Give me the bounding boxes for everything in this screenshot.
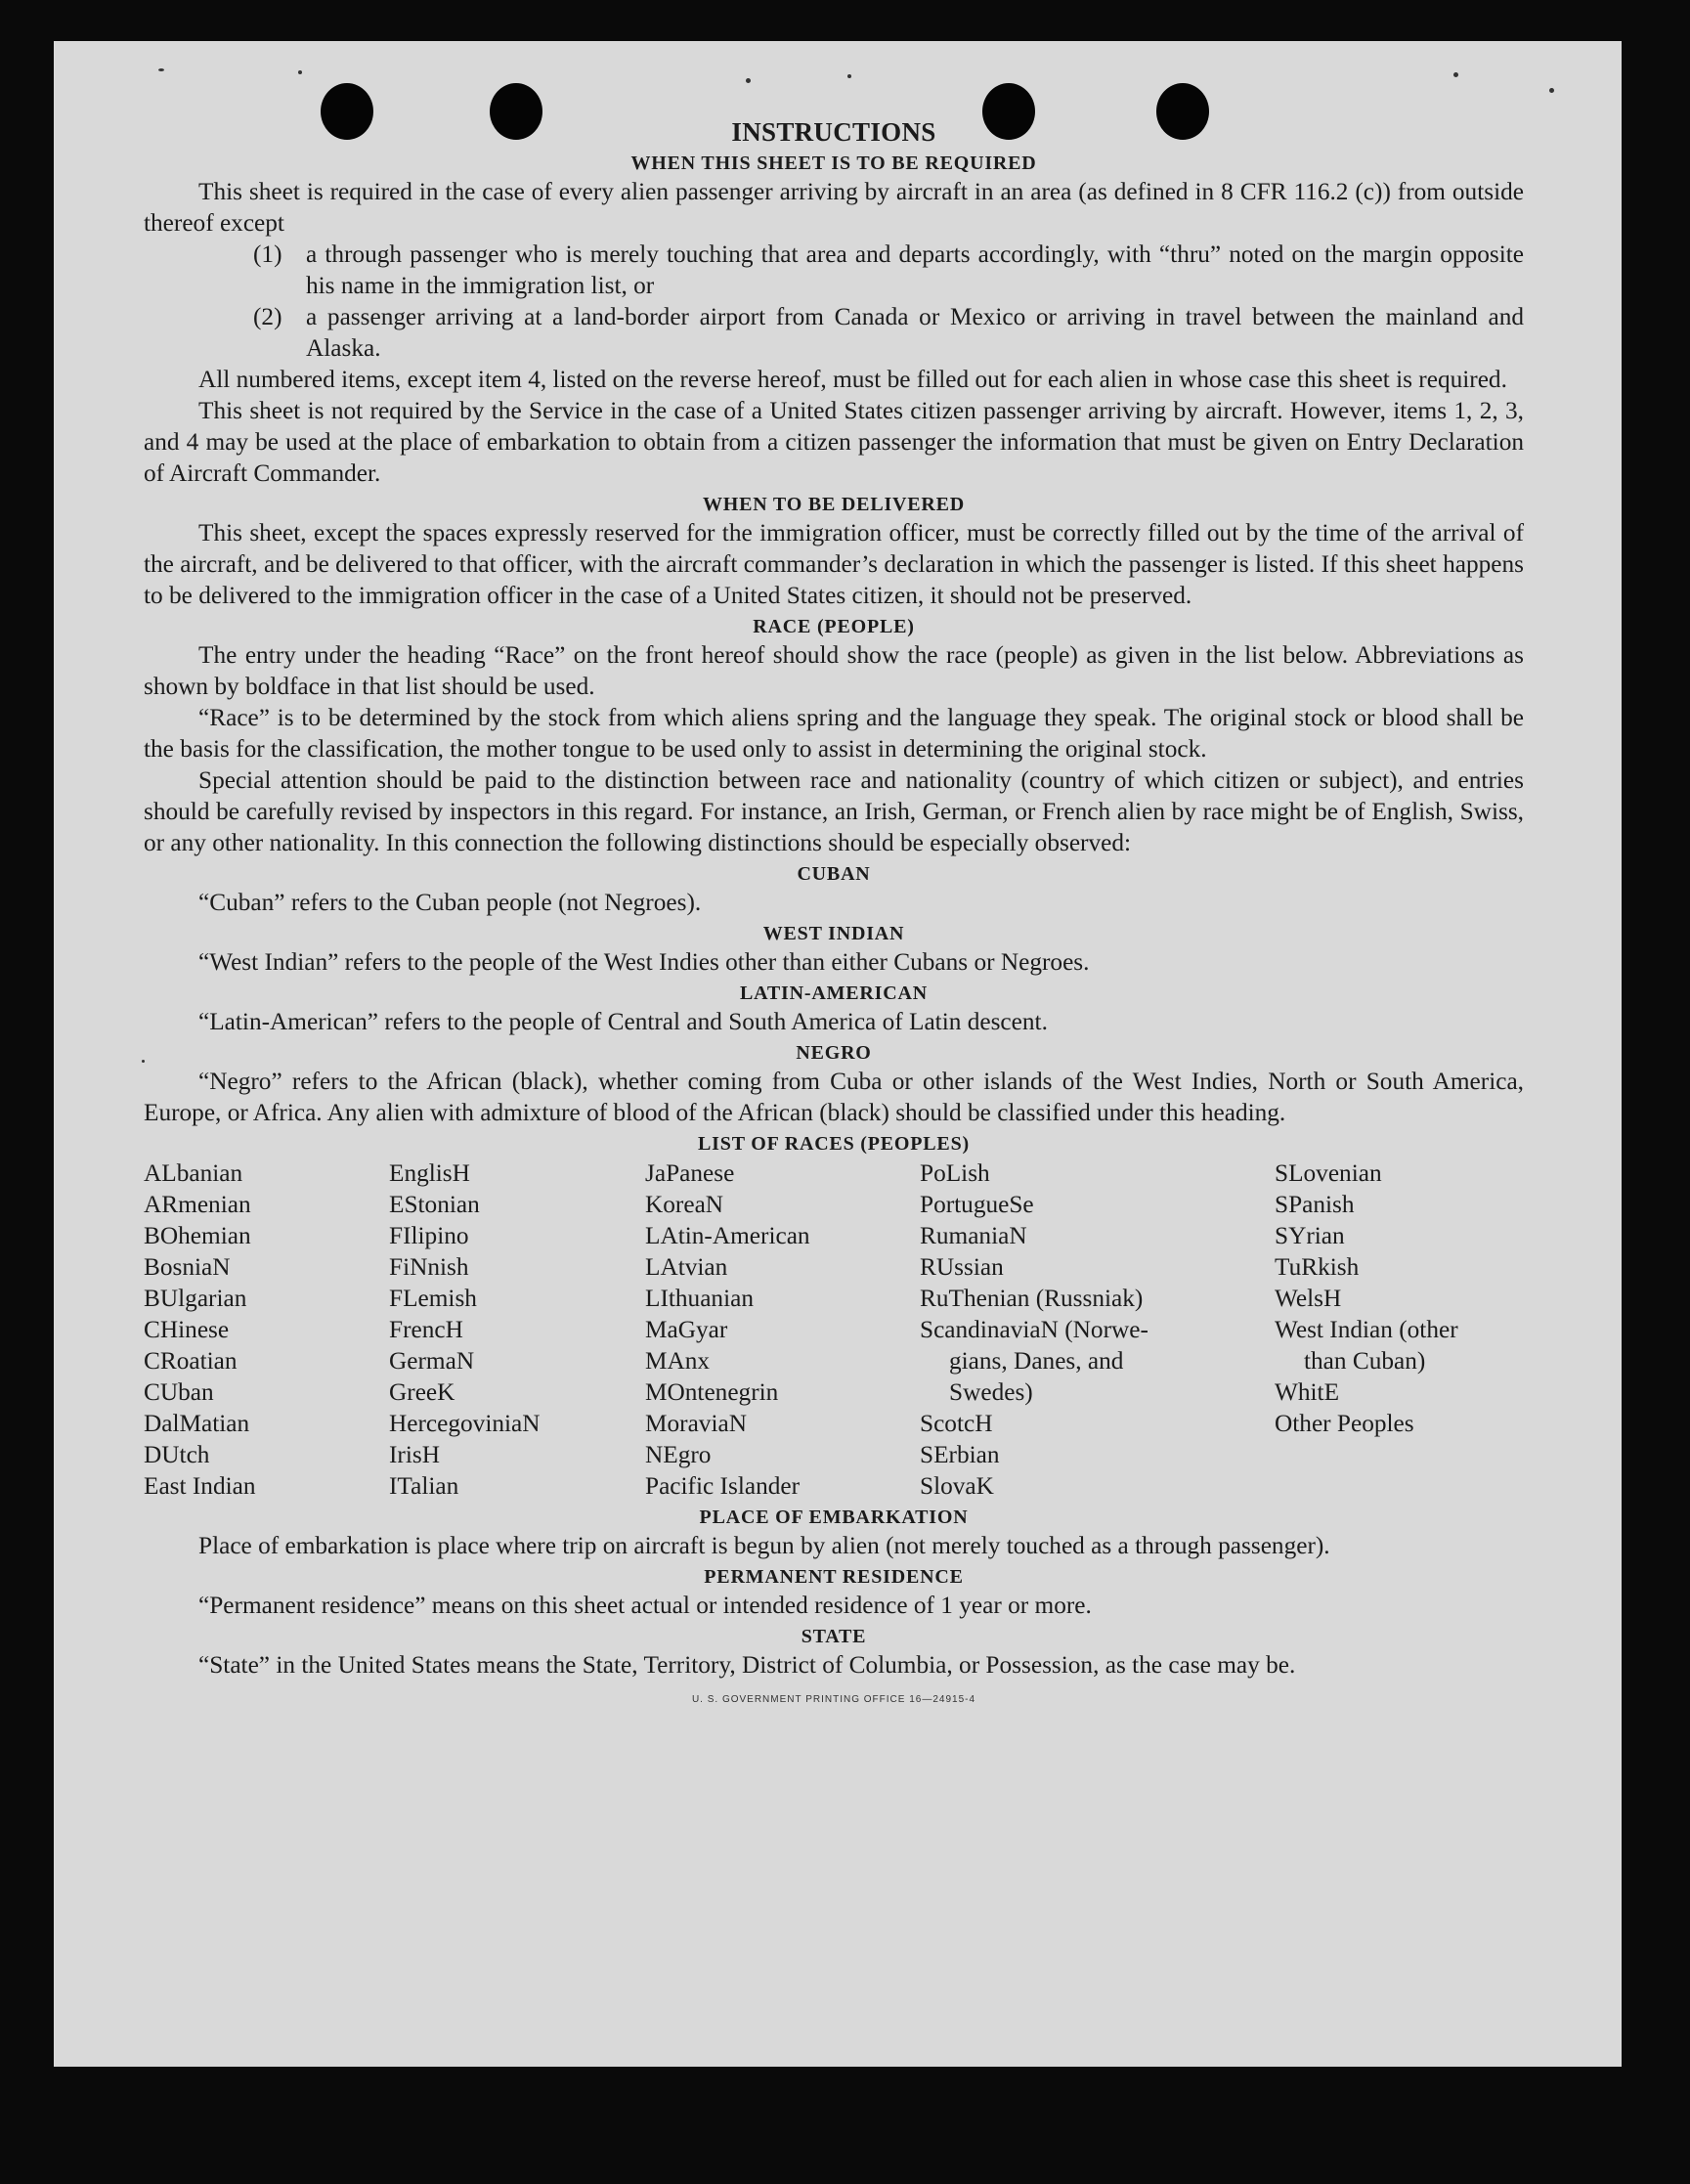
race-entry: SlovaK — [920, 1472, 994, 1500]
race-entry: RuThenian (Russniak) — [920, 1285, 1144, 1312]
race-entry: CHinese — [144, 1316, 230, 1343]
paragraph: This sheet is required in the case of every alien passenger arriving by aircraft in an area (as defined in 8 CFR 116.2 (c)) from outside thereof except — [144, 178, 1524, 237]
race-entry: FIlipino — [389, 1222, 469, 1249]
race-entry: Swedes) — [949, 1378, 1033, 1406]
race-entry: ScotcH — [920, 1410, 993, 1437]
paragraph: “Race” is to be determined by the stock from which aliens spring and the language they speak. The original stock or blood shall be the basis for the classification, the mother tongue to be used only to assist in determining the original stock. — [144, 704, 1524, 763]
race-entry: East Indian — [144, 1472, 256, 1500]
section-heading-latin-american: LATIN-AMERICAN — [740, 983, 928, 1004]
speck — [158, 68, 164, 71]
paragraph: “West Indian” refers to the people of the West Indies other than either Cubans or Negroes. — [198, 948, 1090, 976]
paragraph: The entry under the heading “Race” on the front hereof should show the race (people) as given in the list below. Abbreviations as shown by boldface in that list should be used. — [144, 641, 1524, 700]
race-entry: LAtin-American — [645, 1222, 810, 1249]
list-item — [253, 301, 1524, 364]
race-entry: FiNnish — [389, 1253, 469, 1281]
race-column — [144, 1158, 389, 1502]
race-entry: GreeK — [389, 1378, 455, 1406]
race-column — [1275, 1158, 1524, 1502]
section-heading-when-required: WHEN THIS SHEET IS TO BE REQUIRED — [630, 153, 1037, 174]
race-entry: Other Peoples — [1275, 1410, 1414, 1437]
speck — [746, 78, 751, 83]
paragraph: This sheet, except the spaces expressly reserved for the immigration officer, must be correctly filled out by the time of the arrival of the aircraft, and be delivered to that officer, with the aircraft commander’s declaration in which the passenger is listed. If this sheet happens to be delivered to the immigration officer in the case of a United States citizen, it should not be preserved. — [144, 519, 1524, 609]
race-entry: LAtvian — [645, 1253, 728, 1281]
paragraph: “State” in the United States means the State, Territory, District of Columbia, or Possession, as the case may be. — [198, 1651, 1296, 1679]
race-entry: PoLish — [920, 1159, 990, 1187]
race-entry: Pacific Islander — [645, 1472, 801, 1500]
race-entry: GermaN — [389, 1347, 475, 1375]
race-entry: NEgro — [645, 1441, 712, 1468]
race-entry: ALbanian — [144, 1159, 243, 1187]
speck — [298, 70, 302, 74]
paragraph: All numbered items, except item 4, listed on the reverse hereof, must be filled out for each alien in whose case this sheet is required. — [198, 366, 1507, 393]
section-heading-embarkation: PLACE OF EMBARKATION — [699, 1507, 969, 1528]
section-heading-cuban: CUBAN — [797, 863, 871, 885]
race-entry: MAnx — [645, 1347, 711, 1375]
race-entry: BUlgarian — [144, 1285, 247, 1312]
section-heading-list-of-races: LIST OF RACES (PEOPLES) — [698, 1133, 970, 1155]
race-entry: BOhemian — [144, 1222, 251, 1249]
race-column — [920, 1158, 1275, 1502]
document-page — [54, 41, 1622, 2067]
race-entry: WelsH — [1275, 1285, 1342, 1312]
race-entry: RUssian — [920, 1253, 1004, 1281]
race-entry: ITalian — [389, 1472, 459, 1500]
race-entry: RumaniaN — [920, 1222, 1027, 1249]
race-entry: HercegoviniaN — [389, 1410, 541, 1437]
race-entry: LIthuanian — [645, 1285, 754, 1312]
speck — [1453, 72, 1458, 77]
race-entry: MaGyar — [645, 1316, 728, 1343]
race-entry: CRoatian — [144, 1347, 238, 1375]
race-entry: CUban — [144, 1378, 214, 1406]
race-entry: than Cuban) — [1304, 1347, 1426, 1375]
section-heading-negro: NEGRO — [796, 1042, 872, 1064]
race-entry: DUtch — [144, 1441, 210, 1468]
section-heading-when-delivered: WHEN TO BE DELIVERED — [702, 494, 966, 515]
paragraph: Special attention should be paid to the distinction between race and nationality (country of which citizen or subject), and entries should be carefully revised by inspectors in this regard. For instance, an Irish, German, or French alien by race might be of English, Swiss, or any other nationality. In this connection the following distinctions should be especially observed: — [144, 766, 1524, 856]
paragraph: “Permanent residence” means on this sheet actual or intended residence of 1 year or more. — [198, 1592, 1092, 1619]
race-column — [645, 1158, 920, 1502]
paragraph: This sheet is not required by the Service in the case of a United States citizen passenger arriving by aircraft. However, items 1, 2, 3, and 4 may be used at the place of embarkation to obtain from a citizen passenger the information that must be given on Entry Declaration of Aircraft Commander. — [144, 397, 1524, 487]
race-entry: SPanish — [1275, 1191, 1355, 1218]
race-entry: MoraviaN — [645, 1410, 747, 1437]
paragraph: “Negro” refers to the African (black), whether coming from Cuba or other islands of the West Indies, North or South America, Europe, or Africa. Any alien with admixture of blood of the African (black) should be classified under this heading. — [144, 1068, 1524, 1126]
race-entry: IrisH — [389, 1441, 440, 1468]
race-entry: SYrian — [1275, 1222, 1345, 1249]
race-entry: WhitE — [1275, 1378, 1340, 1406]
paragraph: “Latin-American” refers to the people of Central and South America of Latin descent. — [198, 1008, 1048, 1035]
list-item-text: a through passenger who is merely touching that area and departs accordingly, with “thru” noted on the margin opposite his name in the immigration list, or — [306, 240, 1524, 299]
race-entry: TuRkish — [1275, 1253, 1360, 1281]
race-entry: SLovenian — [1275, 1159, 1382, 1187]
race-entry: SErbian — [920, 1441, 1000, 1468]
paragraph: Place of embarkation is place where trip on aircraft is begun by alien (not merely touched as a through passenger). — [198, 1532, 1330, 1559]
race-entry: EStonian — [389, 1191, 480, 1218]
instructions-content — [144, 117, 1524, 1705]
race-column — [389, 1158, 645, 1502]
list-item — [253, 239, 1524, 301]
race-entry: JaPanese — [645, 1159, 735, 1187]
race-entry: EnglisH — [389, 1159, 470, 1187]
list-item-text: a passenger arriving at a land-border airport from Canada or Mexico or arriving in travel between the mainland and Alaska. — [306, 303, 1524, 362]
race-entry: FrencH — [389, 1316, 463, 1343]
page-title: INSTRUCTIONS — [731, 117, 936, 147]
section-heading-west-indian: WEST INDIAN — [762, 923, 905, 944]
printer-imprint: U. S. GOVERNMENT PRINTING OFFICE 16—24915-4 — [691, 1694, 976, 1705]
section-heading-race: RACE (PEOPLE) — [753, 616, 915, 637]
race-entry: KoreaN — [645, 1191, 724, 1218]
race-entry: BosniaN — [144, 1253, 231, 1281]
race-entry: ARmenian — [144, 1191, 251, 1218]
section-heading-state: STATE — [801, 1626, 867, 1647]
speck — [1549, 88, 1554, 93]
race-entry: DalMatian — [144, 1410, 250, 1437]
race-entry: ScandinaviaN (Norwe- — [920, 1316, 1148, 1343]
list-item-number: (1) — [253, 240, 282, 268]
race-entry: PortugueSe — [920, 1191, 1034, 1218]
race-entry: gians, Danes, and — [949, 1347, 1124, 1375]
paragraph: “Cuban” refers to the Cuban people (not Negroes). — [198, 889, 702, 916]
race-entry: FLemish — [389, 1285, 477, 1312]
section-heading-residence: PERMANENT RESIDENCE — [704, 1566, 964, 1588]
speck — [847, 74, 851, 78]
race-list — [144, 1158, 1524, 1502]
list-item-number: (2) — [253, 303, 282, 330]
race-entry: West Indian (other — [1275, 1316, 1458, 1343]
race-entry: MOntenegrin — [645, 1378, 779, 1406]
